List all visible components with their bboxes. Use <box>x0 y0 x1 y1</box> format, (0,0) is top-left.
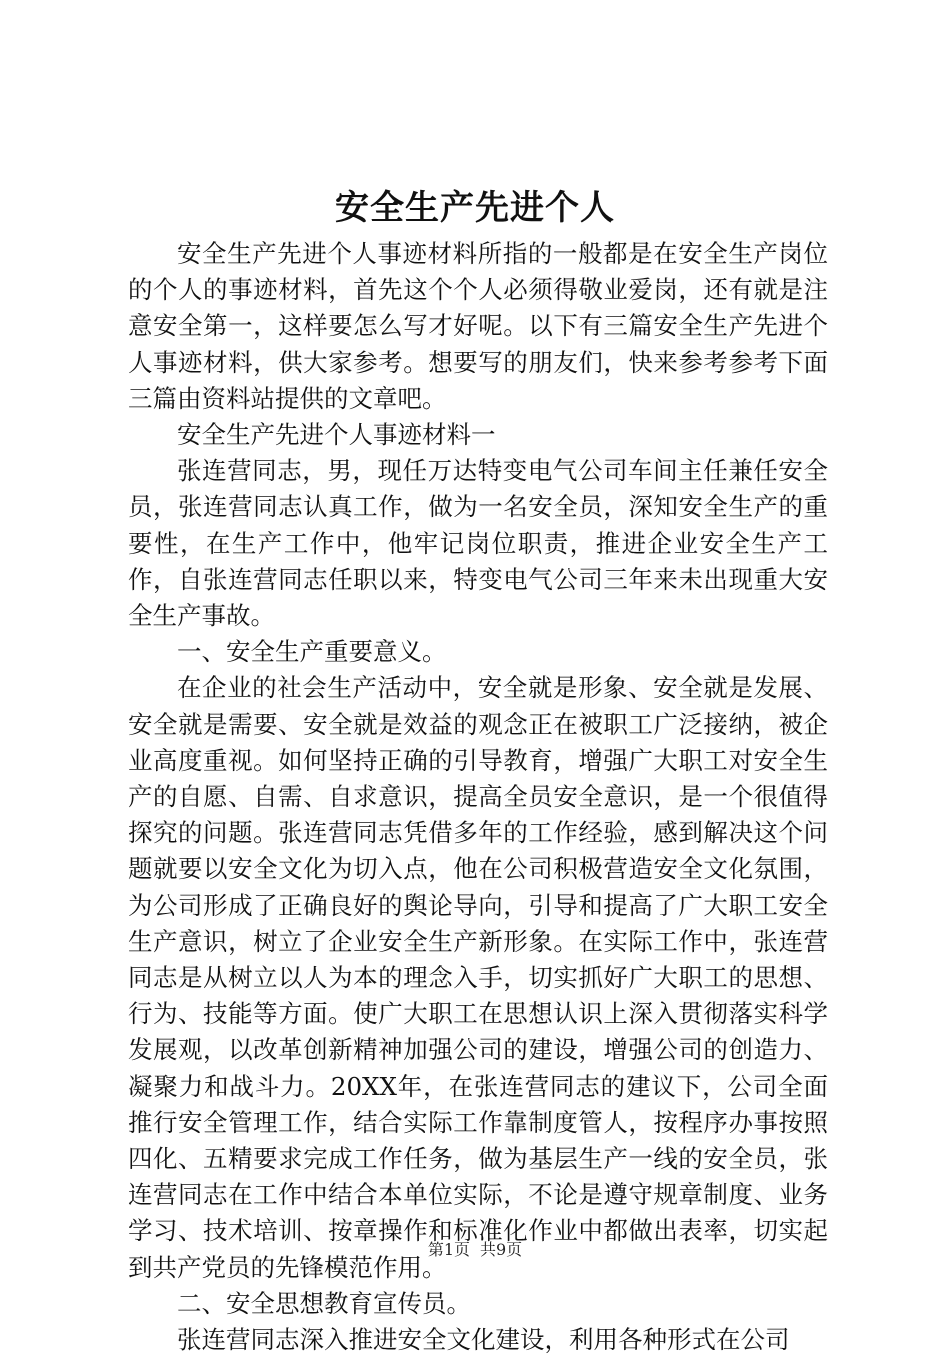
profile-paragraph: 张连营同志，男，现任万达特变电气公司车间主任兼任安全员，张连营同志认真工作，做为一名安全员，深知安全生产的重要性，在生产工作中，他牢记岗位职责，推进企业安全生产工作，自张连营同志任职以来，特变电气公司三年来未出现重大安全生产事故。 <box>128 456 828 631</box>
intro-paragraph: 安全生产先进个人事迹材料所指的一般都是在安全生产岗位的个人的事迹材料，首先这个个人必须得敬业爱岗，还有就是注意安全第一，这样要怎么写才好呢。以下有三篇安全生产先进个人事迹材料，供大家参考。想要写的朋友们，快来参考参考下面三篇由资料站提供的文章吧。 <box>128 239 828 413</box>
importance-paragraph: 在企业的社会生产活动中，安全就是形象、安全就是发展、安全就是需要、安全就是效益的观念正在被职工广泛接纳，被企业高度重视。如何坚持正确的引导教育，增强广大职工对安全生产的自愿、自需、自求意识，提高全员安全意识，是一个很值得探究的问题。张连营同志凭借多年的工作经验，感到解决这个问题就要以安全文化为切入点，他在公司积极营造安全文化氛围，为公司形成了正确良好的舆论导向，引导和提高了广大职工安全生产意识，树立了企业安全生产新形象。在实际工作中，张连营同志是从树立以人为本的理念入手，切实抓好广大职工的思想、行为、技能等方面。使广大职工在思想认识上深入贯彻落实科学发展观，以改革创新精神加强公司的建设，增强公司的创造力、凝聚力和战斗力。20XX年，在张连营同志的建议下，公司全面推行安全管理工作，结合实际工作靠制度管人，按程序办事按照四化、五精要求完成工作任务，做为基层生产一线的安全员，张连营同志在工作中结合本单位实际，不论是遵守规章制度、业务学习、技术培训、按章操作和标准化作业中都做出表率，切实起到共产党员的先锋模范作用。 <box>128 673 828 1282</box>
page-footer <box>0 1238 950 1262</box>
document-body <box>128 236 828 1358</box>
section-heading-material-one: 安全生产先进个人事迹材料一 <box>177 420 496 450</box>
section-heading-importance: 一、安全生产重要意义。 <box>177 637 447 667</box>
education-paragraph: 张连营同志深入推进安全文化建设，利用各种形式在公司 <box>177 1325 790 1355</box>
page-total: 共9页 <box>480 1240 523 1259</box>
page-number: 第1页 <box>427 1240 470 1259</box>
section-heading-education: 二、安全思想教育宣传员。 <box>177 1288 471 1318</box>
document-title: 安全生产先进个人 <box>335 188 615 228</box>
